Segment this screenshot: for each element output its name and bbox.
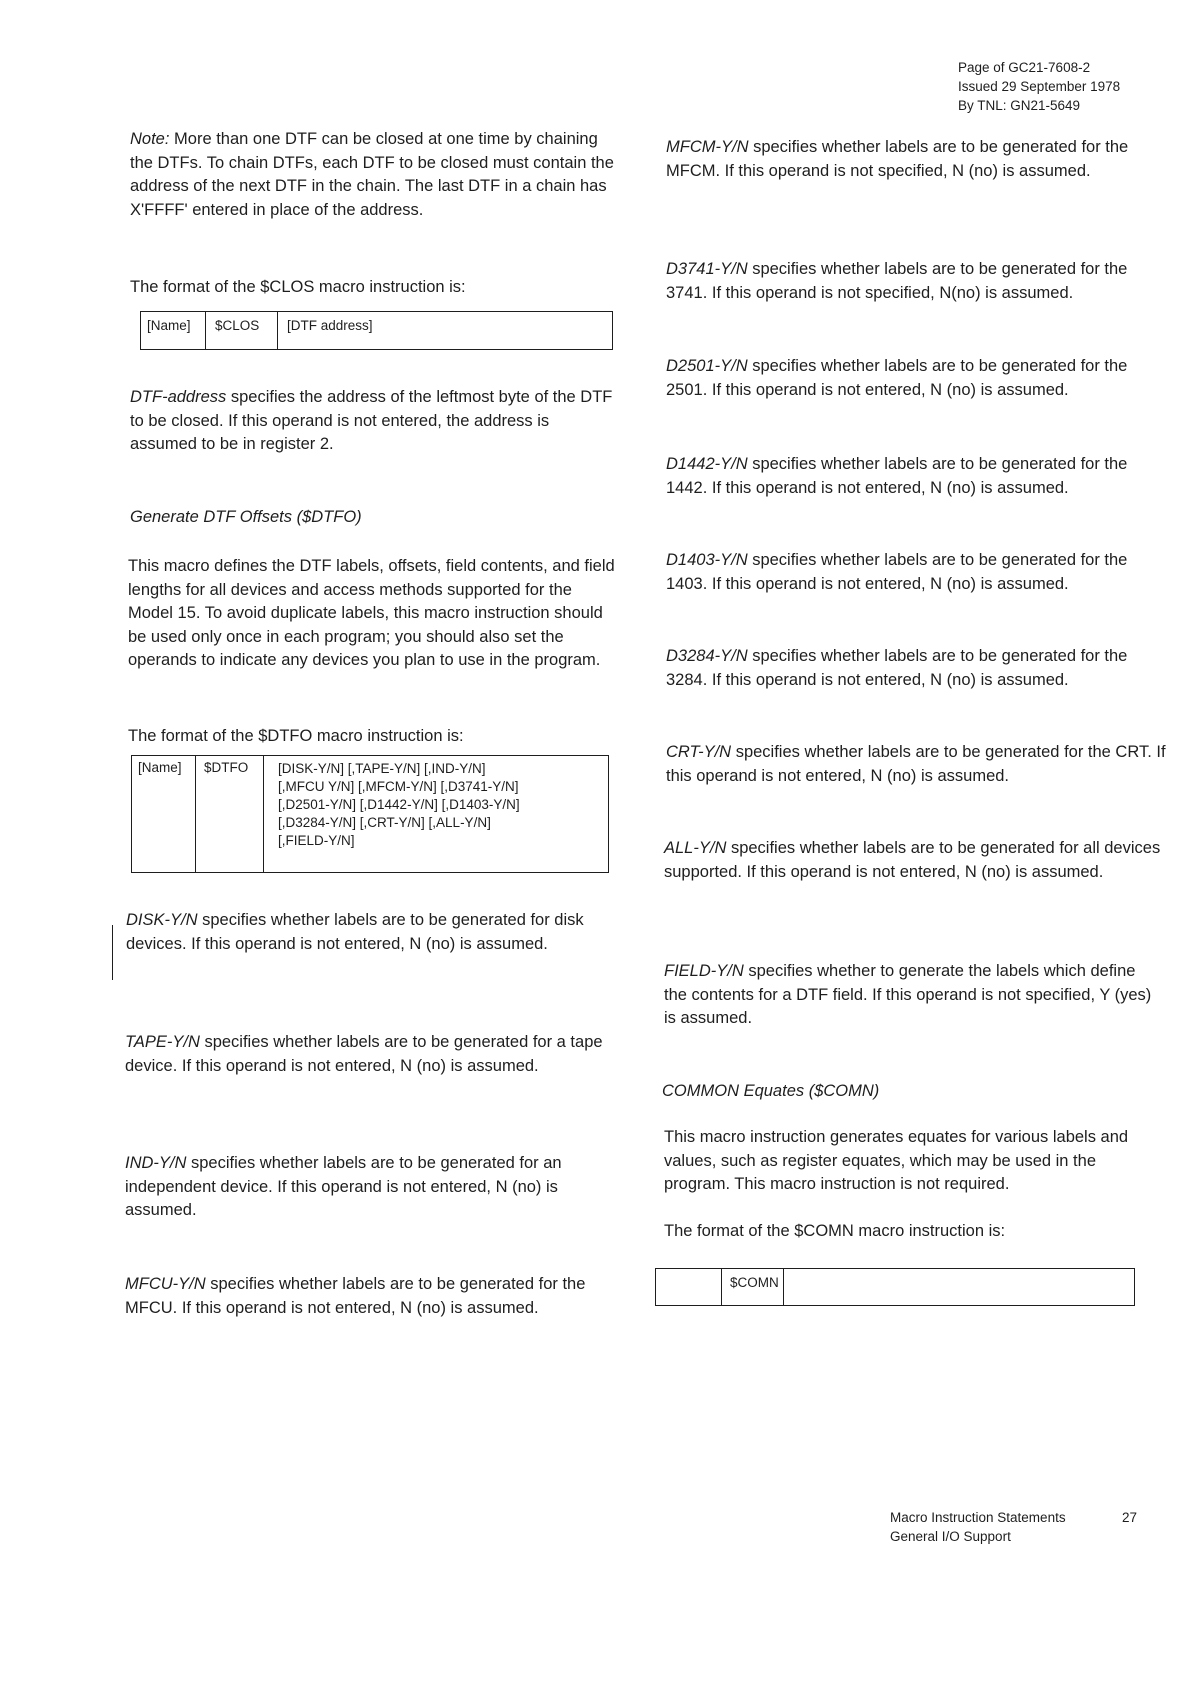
header-line-3: By TNL: GN21-5649 <box>958 98 1081 113</box>
sclos-name-cell: [Name] <box>147 318 191 333</box>
d2501-text: specifies whether labels are to be generated for the 2501. If this operand is not entered, N (no) is assumed. <box>666 357 1128 399</box>
sdtfo-operand-line: [,MFCU Y/N] [,MFCM-Y/N] [,D3741-Y/N] <box>278 779 519 794</box>
sdtfo-paragraph: This macro defines the DTF labels, offsets, field contents, and field lengths for all devices and access methods supported for the Model 15. To avoid duplicate labels, this macro instruction should be used only once in each program; you should also set the operands to indicate any devices you plan to use in the program. <box>128 557 615 669</box>
sclos-format-text: The format of the $CLOS macro instruction is: <box>130 278 466 296</box>
sdtfo-name-cell: [Name] <box>138 760 182 775</box>
d1442-text: specifies whether labels are to be generated for the 1442. If this operand is not entered, N (no) is assumed. <box>666 455 1128 497</box>
note-text: More than one DTF can be closed at one time by chaining the DTFs. To chain DTFs, each DTF to be closed must contain the address of the next DTF in the chain. The last DTF in a chain has X'FFFF' entered in place of the address. <box>130 130 614 219</box>
mfcm-text: specifies whether labels are to be generated for the MFCM. If this operand is not specified, N (no) is assumed. <box>666 138 1129 180</box>
sdtfo-operand-line: [,D2501-Y/N] [,D1442-Y/N] [,D1403-Y/N] <box>278 797 520 812</box>
mfcu-term: MFCU-Y/N <box>125 1275 206 1293</box>
d1442-paragraph <box>666 453 1166 500</box>
ind-paragraph <box>125 1152 620 1223</box>
d3284-term: D3284-Y/N <box>666 647 748 665</box>
page-number: 27 <box>1122 1510 1138 1525</box>
field-paragraph <box>664 960 1158 1031</box>
mfcm-term: MFCM-Y/N <box>666 138 749 156</box>
header-line-1: Page of GC21-7608-2 <box>958 60 1091 75</box>
d3741-text: specifies whether labels are to be generated for the 3741. If this operand is not specified, N(no) is assumed. <box>666 260 1128 302</box>
sdtfo-heading: Generate DTF Offsets ($DTFO) <box>130 508 362 526</box>
disk-paragraph <box>126 909 620 956</box>
sclos-operand-cell: [DTF address] <box>287 318 373 333</box>
sdtfo-operand-line: [DISK-Y/N] [,TAPE-Y/N] [,IND-Y/N] <box>278 761 486 776</box>
dtf-address-term: DTF-address <box>130 388 227 406</box>
d1403-paragraph <box>666 549 1166 596</box>
revision-bar <box>112 925 113 980</box>
dtf-address-paragraph <box>130 386 620 457</box>
sdtfo-operand-line: [,D3284-Y/N] [,CRT-Y/N] [,ALL-Y/N] <box>278 815 491 830</box>
sclos-op-cell: $CLOS <box>215 318 260 333</box>
d1403-text: specifies whether labels are to be generated for the 1403. If this operand is not entered, N (no) is assumed. <box>666 551 1128 593</box>
scomn-paragraph: This macro instruction generates equates for various labels and values, such as register equates, which may be used in the program. This macro instruction is not required. <box>664 1128 1129 1193</box>
all-term: ALL-Y/N <box>664 839 727 857</box>
field-text: specifies whether to generate the labels which define the contents for a DTF field. If this operand is not specified, Y (yes) is assumed. <box>664 962 1152 1027</box>
d3284-paragraph <box>666 645 1166 692</box>
d2501-term: D2501-Y/N <box>666 357 748 375</box>
footer-line-1: Macro Instruction Statements <box>890 1510 1066 1525</box>
disk-term: DISK-Y/N <box>126 911 198 929</box>
mfcu-text: specifies whether labels are to be generated for the MFCU. If this operand is not entered, N (no) is assumed. <box>125 1275 586 1317</box>
sdtfo-operand-line: [,FIELD-Y/N] <box>278 833 355 848</box>
d2501-paragraph <box>666 355 1166 402</box>
ind-term: IND-Y/N <box>125 1154 187 1172</box>
crt-paragraph <box>666 741 1166 788</box>
sdtfo-format-text: The format of the $DTFO macro instruction is: <box>128 727 464 745</box>
page-header <box>958 58 1120 115</box>
d3741-paragraph <box>666 258 1166 305</box>
scomn-heading: COMMON Equates ($COMN) <box>662 1082 880 1100</box>
d3741-term: D3741-Y/N <box>666 260 748 278</box>
mfcu-paragraph <box>125 1273 625 1320</box>
sdtfo-operands-cell <box>272 756 602 872</box>
crt-term: CRT-Y/N <box>666 743 732 761</box>
all-text: specifies whether labels are to be generated for all devices supported. If this operand is not entered, N (no) is assumed. <box>664 839 1161 881</box>
dtf-address-text: specifies the address of the leftmost byte of the DTF to be closed. If this operand is not entered, the address is assumed to be in register 2. <box>130 388 613 453</box>
d1442-term: D1442-Y/N <box>666 455 748 473</box>
ind-text: specifies whether labels are to be generated for an independent device. If this operand is not entered, N (no) is assumed. <box>125 1154 562 1219</box>
sclos-format-box <box>140 311 613 350</box>
scomn-format-text: The format of the $COMN macro instruction is: <box>664 1222 1006 1240</box>
scomn-format-box <box>655 1268 1135 1306</box>
mfcm-paragraph <box>666 136 1156 183</box>
note-paragraph <box>130 128 620 222</box>
tape-text: specifies whether labels are to be generated for a tape device. If this operand is not entered, N (no) is assumed. <box>125 1033 603 1075</box>
d1403-term: D1403-Y/N <box>666 551 748 569</box>
scomn-op-cell: $COMN <box>730 1275 779 1290</box>
sdtfo-op-cell: $DTFO <box>204 760 249 775</box>
field-term: FIELD-Y/N <box>664 962 744 980</box>
note-label: Note: <box>130 130 170 148</box>
disk-text: specifies whether labels are to be generated for disk devices. If this operand is not entered, N (no) is assumed. <box>126 911 584 953</box>
sdtfo-format-box <box>131 755 609 873</box>
d3284-text: specifies whether labels are to be generated for the 3284. If this operand is not entered, N (no) is assumed. <box>666 647 1128 689</box>
tape-paragraph <box>125 1031 620 1078</box>
header-line-2: Issued 29 September 1978 <box>958 79 1121 94</box>
footer-line-2: General I/O Support <box>890 1529 1011 1544</box>
tape-term: TAPE-Y/N <box>125 1033 200 1051</box>
page-footer <box>890 1508 1138 1546</box>
crt-text: specifies whether labels are to be generated for the CRT. If this operand is not entered, N (no) is assumed. <box>666 743 1166 785</box>
all-paragraph <box>664 837 1164 884</box>
